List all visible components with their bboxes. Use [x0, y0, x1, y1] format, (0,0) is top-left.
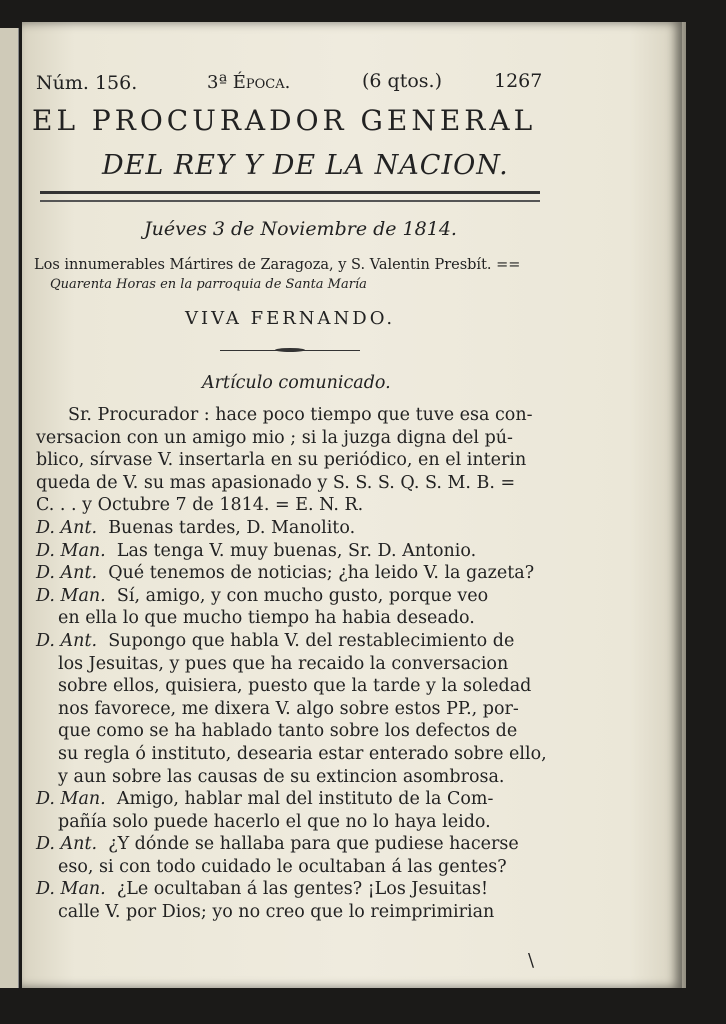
- dialogue-line: [36, 878, 556, 901]
- viva-fernando-heading: VIVA FERNANDO.: [185, 308, 396, 329]
- dialogue-line: [36, 517, 556, 540]
- dialogue-line: [36, 585, 556, 608]
- issue-date: Juéves 3 de Noviembre de 1814.: [144, 218, 457, 240]
- saints-of-day: Los innumerables Mártires de Zaragoza, y S. Valentin Presbít. ==: [34, 257, 521, 273]
- speaker-label: D. Ant.: [36, 834, 98, 855]
- speech-text: Qué tenemos de noticias; ¿ha leido V. la gazeta?: [108, 563, 535, 584]
- speaker-label: D. Man.: [36, 789, 106, 810]
- body-line: y aun sobre las causas de su extincion asombrosa.: [58, 766, 505, 787]
- speech-text: Las tenga V. muy buenas, Sr. D. Antonio.: [116, 540, 477, 561]
- quartos-label: (6 qtos.): [362, 70, 442, 92]
- body-line: eso, si con todo cuidado le ocultaban á las gentes?: [58, 856, 507, 877]
- body-line: versacion con un amigo mio ; si la juzga digna del pú-: [36, 427, 513, 448]
- speech-text: ¿Y dónde se hallaba para que pudiese hacerse: [108, 834, 519, 855]
- body-line: sobre ellos, quisiera, puesto que la tarde y la soledad: [58, 676, 532, 697]
- body-line: blico, sírvase V. insertarla en su periódico, en el interin: [36, 450, 527, 471]
- speaker-label: D. Ant.: [36, 517, 98, 538]
- speech-text: Supongo que habla V. del restablecimiento de: [108, 630, 515, 651]
- masthead-subtitle: DEL REY Y DE LA NACION.: [102, 150, 509, 181]
- body-line: pañía solo puede hacerlo el que no lo haya leido.: [58, 811, 491, 832]
- speech-text: Amigo, hablar mal del instituto de la Com-: [116, 789, 494, 810]
- speaker-label: D. Ant.: [36, 630, 98, 651]
- masthead-title: EL PROCURADOR GENERAL: [32, 104, 537, 137]
- body-line: su regla ó instituto, desearia estar enterado sobre ello,: [58, 743, 547, 764]
- ornamental-rule: [220, 349, 360, 352]
- body-line: que como se ha hablado tanto sobre los defectos de: [58, 721, 518, 742]
- dialogue-line: [36, 788, 556, 811]
- page-number: 1267: [494, 70, 543, 92]
- body-line: los Jesuitas, y pues que ha recaido la conversacion: [58, 653, 509, 674]
- speaker-label: D. Man.: [36, 879, 106, 900]
- speaker-label: D. Ant.: [36, 563, 98, 584]
- dialogue-line: [36, 833, 556, 856]
- dialogue-line: [36, 562, 556, 585]
- book-gutter: [0, 28, 19, 988]
- body-line: Sr. Procurador : hace poco tiempo que tuve esa con-: [68, 405, 533, 425]
- body-line: calle V. por Dios; yo no creo que lo reimprimirian: [58, 902, 495, 923]
- speaker-label: D. Man.: [36, 585, 106, 606]
- dialogue-line: [36, 630, 556, 653]
- epoch-label: 3ª Época.: [207, 72, 291, 93]
- speaker-label: D. Man.: [36, 540, 106, 561]
- article-body: [36, 404, 556, 924]
- speech-text: Buenas tardes, D. Manolito.: [108, 517, 356, 538]
- speech-text: Sí, amigo, y con mucho gusto, porque veo: [116, 585, 489, 606]
- article-title: Artículo comunicado.: [202, 373, 391, 393]
- quarenta-horas-note: Quarenta Horas en la parroquia de Santa María: [50, 277, 367, 292]
- masthead-rule: [40, 191, 540, 202]
- dialogue-line: [36, 540, 556, 563]
- body-line: en ella lo que mucho tiempo ha habia deseado.: [58, 608, 475, 629]
- body-line: queda de V. su mas apasionado y S. S. S. Q. S. M. B. =: [36, 472, 516, 493]
- newspaper-page: [22, 22, 682, 988]
- body-line: nos favorece, me dixera V. algo sobre estos PP., por-: [58, 698, 519, 719]
- speech-text: ¿Le ocultaban á las gentes? ¡Los Jesuitas!: [116, 879, 489, 900]
- stray-mark: \: [528, 950, 535, 971]
- body-line: C. . . y Octubre 7 de 1814. = E. N. R.: [36, 495, 364, 516]
- issue-number: Núm. 156.: [36, 72, 138, 94]
